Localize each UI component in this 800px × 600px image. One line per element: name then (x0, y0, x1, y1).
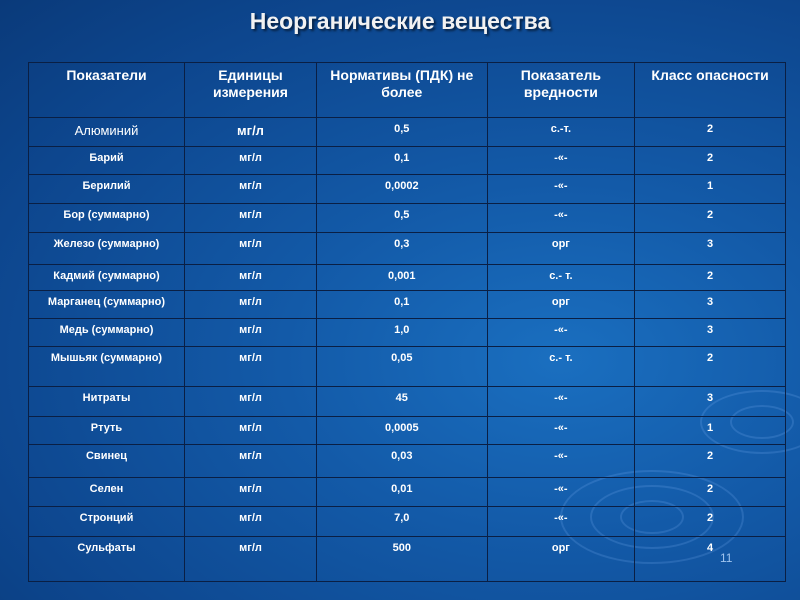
cell-hazard-class-text: 3 (707, 324, 714, 336)
table-body (29, 118, 786, 582)
cell-unit-text: мг/л (239, 542, 262, 554)
cell-unit (184, 233, 316, 265)
cell-indicator-text: Кадмий (суммарно) (53, 270, 160, 282)
cell-unit-text: мг/л (239, 270, 262, 282)
cell-norm (317, 417, 488, 445)
cell-hazard-class (635, 147, 786, 175)
cell-unit-text: мг/л (239, 392, 262, 404)
cell-norm-text: 45 (395, 392, 408, 404)
cell-unit-text: мг/л (237, 123, 264, 138)
cell-harm-indicator (487, 445, 635, 478)
cell-hazard-class (635, 175, 786, 204)
cell-harm-indicator-text: орг (551, 542, 570, 554)
cell-harm-indicator-text: орг (551, 296, 570, 308)
cell-harm-indicator-text: -«- (554, 512, 568, 524)
cell-indicator (29, 118, 185, 147)
header-norms: Нормативы (ПДК) не более (317, 63, 488, 118)
cell-harm-indicator-text: с.- т. (549, 352, 573, 364)
cell-unit (184, 175, 316, 204)
slide-title: Неорганические вещества (249, 8, 551, 34)
cell-hazard-class-text: 2 (707, 209, 714, 221)
cell-unit (184, 507, 316, 537)
cell-unit (184, 319, 316, 347)
table-row (29, 233, 786, 265)
cell-unit (184, 537, 316, 582)
cell-indicator-text: Бор (суммарно) (63, 209, 150, 221)
table-row (29, 478, 786, 507)
cell-harm-indicator-text: -«- (554, 483, 568, 495)
cell-unit-text: мг/л (239, 450, 262, 462)
cell-harm-indicator-text: -«- (554, 209, 568, 221)
table-row (29, 347, 786, 387)
table-row (29, 291, 786, 319)
cell-norm-text: 0,0005 (384, 422, 419, 434)
cell-hazard-class (635, 507, 786, 537)
cell-indicator-text: Свинец (85, 450, 127, 462)
cell-hazard-class (635, 347, 786, 387)
cell-indicator (29, 478, 185, 507)
cell-hazard-class (635, 118, 786, 147)
cell-hazard-class-text: 3 (707, 392, 714, 404)
cell-harm-indicator (487, 147, 635, 175)
table-row (29, 417, 786, 445)
cell-norm (317, 265, 488, 291)
cell-harm-indicator (487, 537, 635, 582)
cell-unit-text: мг/л (239, 422, 262, 434)
substances-table (28, 62, 786, 582)
cell-hazard-class (635, 445, 786, 478)
cell-harm-indicator (487, 291, 635, 319)
cell-norm (317, 507, 488, 537)
cell-harm-indicator (487, 175, 635, 204)
cell-hazard-class-text: 2 (707, 352, 714, 364)
table-row (29, 118, 786, 147)
header-indicators: Показатели (29, 63, 185, 118)
cell-unit-text: мг/л (239, 512, 262, 524)
cell-hazard-class-text: 4 (707, 542, 714, 554)
cell-indicator-text: Мышьяк (суммарно) (50, 352, 163, 364)
cell-unit-text: мг/л (239, 483, 262, 495)
cell-unit (184, 387, 316, 417)
cell-harm-indicator-text: -«- (554, 324, 568, 336)
cell-indicator-text: Марганец (суммарно) (47, 296, 166, 308)
cell-norm-text: 0,05 (391, 352, 413, 364)
cell-norm-text: 1,0 (394, 324, 410, 336)
table-row (29, 319, 786, 347)
cell-harm-indicator-text: -«- (554, 422, 568, 434)
cell-harm-indicator (487, 319, 635, 347)
cell-indicator (29, 233, 185, 265)
cell-indicator (29, 175, 185, 204)
header-units: Единицы измерения (184, 63, 316, 118)
cell-unit (184, 417, 316, 445)
cell-harm-indicator (487, 204, 635, 233)
cell-unit (184, 445, 316, 478)
cell-norm (317, 319, 488, 347)
cell-norm-text: 0,1 (394, 152, 410, 164)
cell-indicator (29, 387, 185, 417)
cell-indicator-text: Сульфаты (77, 542, 136, 554)
cell-norm (317, 387, 488, 417)
cell-unit-text: мг/л (239, 209, 262, 221)
cell-norm-text: 0,1 (394, 296, 410, 308)
cell-indicator (29, 291, 185, 319)
cell-indicator-text: Медь (суммарно) (59, 324, 154, 336)
table-header-row (29, 63, 786, 118)
cell-norm-text: 0,03 (391, 450, 413, 462)
cell-unit (184, 478, 316, 507)
table-row (29, 204, 786, 233)
cell-unit (184, 347, 316, 387)
cell-hazard-class (635, 265, 786, 291)
page-number: 11 (720, 551, 733, 565)
header-hazard-class: Класс опасности (635, 63, 786, 118)
cell-unit-text: мг/л (239, 352, 262, 364)
cell-hazard-class-text: 1 (707, 180, 714, 192)
cell-unit-text: мг/л (239, 296, 262, 308)
cell-unit (184, 118, 316, 147)
cell-norm (317, 118, 488, 147)
cell-norm (317, 147, 488, 175)
cell-hazard-class (635, 387, 786, 417)
cell-hazard-class (635, 417, 786, 445)
cell-hazard-class-text: 2 (707, 152, 714, 164)
cell-harm-indicator-text: -«- (554, 152, 568, 164)
cell-norm (317, 233, 488, 265)
cell-hazard-class-text: 3 (707, 238, 714, 250)
cell-indicator-text: Селен (89, 483, 124, 495)
cell-unit-text: мг/л (239, 238, 262, 250)
cell-norm (317, 347, 488, 387)
cell-indicator-text: Алюминий (74, 123, 139, 138)
cell-indicator-text: Берилий (82, 180, 131, 192)
table-row (29, 265, 786, 291)
cell-harm-indicator-text: с.-т. (550, 123, 572, 135)
cell-harm-indicator-text: орг (551, 238, 570, 250)
cell-indicator-text: Нитраты (82, 392, 131, 404)
cell-unit (184, 147, 316, 175)
cell-indicator-text: Ртуть (90, 422, 123, 434)
cell-norm-text: 500 (392, 542, 411, 554)
cell-hazard-class (635, 478, 786, 507)
cell-indicator (29, 204, 185, 233)
cell-norm (317, 204, 488, 233)
cell-norm-text: 0,5 (394, 123, 410, 135)
cell-indicator (29, 417, 185, 445)
cell-indicator-text: Железо (суммарно) (53, 238, 160, 250)
cell-norm (317, 291, 488, 319)
header-harm-indicator: Показатель вредности (487, 63, 635, 118)
cell-indicator (29, 265, 185, 291)
cell-norm-text: 0,5 (394, 209, 410, 221)
cell-harm-indicator (487, 478, 635, 507)
table-row (29, 445, 786, 478)
cell-indicator-text: Стронций (79, 512, 134, 524)
table-row (29, 387, 786, 417)
cell-hazard-class-text: 2 (707, 512, 714, 524)
cell-norm (317, 445, 488, 478)
cell-harm-indicator (487, 265, 635, 291)
cell-unit (184, 204, 316, 233)
table-row (29, 147, 786, 175)
cell-indicator (29, 319, 185, 347)
cell-indicator (29, 445, 185, 478)
cell-harm-indicator (487, 118, 635, 147)
cell-unit-text: мг/л (239, 180, 262, 192)
cell-norm-text: 0,3 (394, 238, 410, 250)
cell-hazard-class (635, 319, 786, 347)
cell-indicator-text: Барий (89, 152, 124, 164)
cell-hazard-class-text: 2 (707, 123, 714, 135)
cell-hazard-class-text: 2 (707, 483, 714, 495)
cell-hazard-class-text: 2 (707, 270, 714, 282)
cell-unit (184, 291, 316, 319)
cell-harm-indicator (487, 417, 635, 445)
cell-harm-indicator-text: -«- (554, 180, 568, 192)
cell-harm-indicator (487, 347, 635, 387)
cell-harm-indicator-text: с.- т. (549, 270, 573, 282)
cell-indicator (29, 347, 185, 387)
cell-norm-text: 7,0 (394, 512, 410, 524)
cell-hazard-class-text: 1 (707, 422, 714, 434)
cell-harm-indicator-text: -«- (554, 392, 568, 404)
cell-hazard-class-text: 2 (707, 450, 714, 462)
cell-hazard-class-text: 3 (707, 296, 714, 308)
cell-norm (317, 175, 488, 204)
cell-norm (317, 478, 488, 507)
cell-norm-text: 0,001 (388, 270, 416, 282)
cell-hazard-class (635, 233, 786, 265)
cell-norm-text: 0,0002 (384, 180, 419, 192)
cell-hazard-class (635, 204, 786, 233)
cell-harm-indicator (487, 387, 635, 417)
cell-harm-indicator-text: -«- (554, 450, 568, 462)
table-row (29, 507, 786, 537)
cell-indicator (29, 537, 185, 582)
cell-indicator (29, 147, 185, 175)
cell-unit-text: мг/л (239, 152, 262, 164)
cell-norm-text: 0,01 (391, 483, 413, 495)
cell-indicator (29, 507, 185, 537)
cell-hazard-class (635, 537, 786, 582)
cell-norm (317, 537, 488, 582)
cell-harm-indicator (487, 507, 635, 537)
cell-unit (184, 265, 316, 291)
cell-hazard-class (635, 291, 786, 319)
cell-harm-indicator (487, 233, 635, 265)
table-row (29, 175, 786, 204)
cell-unit-text: мг/л (239, 324, 262, 336)
table-row (29, 537, 786, 582)
